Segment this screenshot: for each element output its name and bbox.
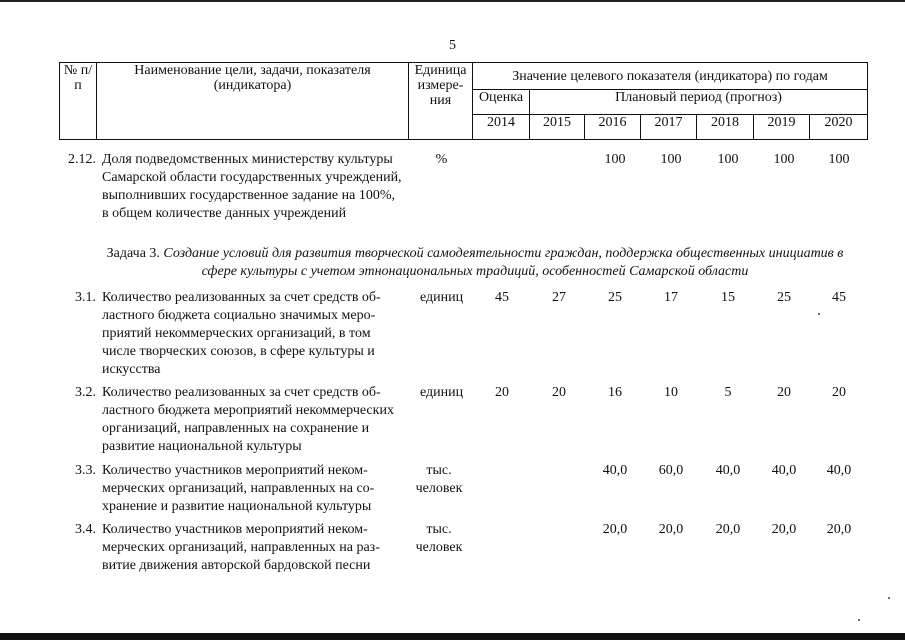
header-year: 2018 (697, 115, 754, 140)
scan-speck (818, 313, 820, 315)
row-value: 100 (717, 152, 739, 167)
row-unit: тыс. человек (415, 463, 463, 496)
row-value: 20,0 (826, 522, 852, 537)
row-value: 27 (552, 290, 566, 305)
row-number: 3.2. (75, 385, 96, 400)
row-value: 100 (828, 152, 850, 167)
header-planned: Плановый период (прогноз) (530, 90, 868, 115)
row-value: 20,0 (715, 522, 741, 537)
indicator-table-header (59, 62, 868, 140)
row-value: 20,0 (658, 522, 684, 537)
header-year: 2015 (530, 115, 585, 140)
header-unit: Единица измерения (409, 63, 473, 140)
row-value: 20,0 (771, 522, 797, 537)
row-value: 20 (495, 385, 509, 400)
row-name: Количество реализованных за счет средств областного бюджета мероприятий некоммерческих организаций, направленных на сохранение и развитие национальной культуры (102, 385, 394, 454)
row-value: 10 (664, 385, 678, 400)
row-value: 17 (664, 290, 678, 305)
page-bottom-edge (0, 633, 905, 640)
header-year: 2017 (641, 115, 697, 140)
row-number: 3.4. (75, 522, 96, 537)
row-value: 5 (724, 385, 732, 400)
page-top-edge (0, 0, 905, 2)
row-value: 20 (777, 385, 791, 400)
row-value: 40,0 (602, 463, 628, 478)
row-value: 16 (608, 385, 622, 400)
row-value: 100 (773, 152, 795, 167)
task-label: Задача 3. (106, 246, 160, 261)
header-year: 2020 (810, 115, 868, 140)
row-value: 25 (608, 290, 622, 305)
row-value: 100 (604, 152, 626, 167)
row-number: 3.1. (75, 290, 96, 305)
row-value: 45 (832, 290, 846, 305)
page-number: 5 (449, 38, 456, 53)
row-value: 20 (832, 385, 846, 400)
row-unit: единиц (419, 290, 464, 305)
row-value: 25 (777, 290, 791, 305)
row-unit: единиц (419, 385, 464, 400)
header-num: № п/п (60, 63, 97, 140)
row-value: 40,0 (771, 463, 797, 478)
row-value: 40,0 (715, 463, 741, 478)
header-year: 2019 (754, 115, 810, 140)
row-value: 100 (660, 152, 682, 167)
row-unit: % (435, 152, 448, 167)
row-value: 15 (721, 290, 735, 305)
row-number: 2.12. (68, 152, 96, 167)
header-name: Наименование цели, задачи, показателя (индикатора) (97, 63, 409, 140)
task-text: Создание условий для развития творческой самодеятельности граждан, поддержка общественных инициатив в сфере культуры с учетом этнонациональных традиций, особенностей Самарской области (163, 246, 844, 279)
row-name: Количество участников мероприятий некоммерческих организаций, направленных на сохранение и развитие национальной культуры (102, 463, 375, 514)
row-name: Доля подведомственных министерству культуры Самарской области государственных учреждений, выполнивших государственное задание на 100%, в общем количестве данных учреждений (102, 152, 402, 221)
scan-speck (888, 597, 890, 599)
row-unit: тыс. человек (415, 522, 463, 555)
row-value: 20,0 (602, 522, 628, 537)
row-number: 3.3. (75, 463, 96, 478)
row-value: 20 (552, 385, 566, 400)
row-name: Количество участников мероприятий некоммерческих организаций, направленных на развитие движения авторской бардовской песни (102, 522, 380, 573)
task-heading (100, 245, 850, 281)
row-value: 60,0 (658, 463, 684, 478)
row-value: 45 (495, 290, 509, 305)
header-year: 2016 (585, 115, 641, 140)
header-value-group: Значение целевого показателя (индикатора) по годам (473, 63, 868, 90)
scan-speck (858, 619, 860, 621)
header-estimate: Оценка (473, 90, 530, 115)
row-value: 40,0 (826, 463, 852, 478)
row-name: Количество реализованных за счет средств областного бюджета социально значимых мероприятий некоммерческих организаций, в том числе творческих союзов, в сфере культуры и искусства (102, 290, 381, 377)
header-year: 2014 (473, 115, 530, 140)
